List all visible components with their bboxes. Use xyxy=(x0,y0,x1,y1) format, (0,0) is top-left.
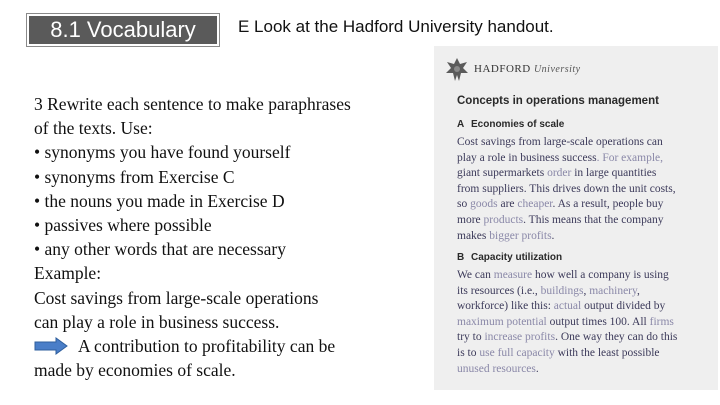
handout-text: how well a company is using xyxy=(532,269,669,281)
handout-text: output divided by xyxy=(581,300,666,313)
handout-text: try to xyxy=(457,331,485,344)
section-a-title: Economies of scale xyxy=(471,119,565,130)
handout-text: , xyxy=(637,284,640,297)
handout-line xyxy=(457,315,707,331)
handout-text: ) like this: xyxy=(504,300,554,313)
highlighted-word: goods xyxy=(470,198,498,211)
instruction-line: • synonyms from Exercise C xyxy=(34,166,235,187)
instruction-line: 3 Rewrite each sentence to make paraphrases xyxy=(34,94,351,114)
handout-line xyxy=(457,151,707,167)
instruction-line: • passives where possible xyxy=(34,215,212,236)
handout-text: with the least possible xyxy=(554,346,660,359)
highlighted-word: products xyxy=(483,213,524,226)
highlighted-word: machinery xyxy=(589,284,638,297)
handout-line xyxy=(457,268,707,284)
handout-line xyxy=(457,197,707,213)
handout-text: giant supermarkets xyxy=(457,167,548,180)
handout-line xyxy=(457,330,707,346)
handout-text: . This means that the company xyxy=(523,213,664,226)
instruction-line: • the nouns you made in Exercise D xyxy=(34,190,285,211)
handout-line xyxy=(457,135,707,151)
highlighted-word: buildings xyxy=(540,284,584,297)
handout-line xyxy=(457,299,707,315)
handout-text: . This drives down the unit costs, xyxy=(523,182,676,195)
handout-image xyxy=(434,46,718,390)
handout-text: . xyxy=(551,229,555,242)
handout-text: business success xyxy=(520,151,597,164)
handout-text: from suppliers xyxy=(457,182,524,195)
logo-suffix: University xyxy=(533,64,581,75)
example-label: Example: xyxy=(34,263,102,284)
handout-line xyxy=(457,346,707,362)
handout-text: workforce xyxy=(457,300,505,313)
highlighted-word: order xyxy=(547,167,572,180)
handout-line xyxy=(457,284,707,300)
highlighted-word: measure xyxy=(493,269,533,281)
handout-text: We can xyxy=(457,269,494,281)
handout-line xyxy=(457,166,707,182)
answer-line xyxy=(34,334,424,358)
handout-text: are xyxy=(497,198,518,211)
highlighted-word: cheaper xyxy=(517,198,553,211)
section-b-heading xyxy=(457,252,562,263)
instruction-line: • any other words that are necessary xyxy=(34,239,286,260)
handout-text: so xyxy=(457,198,471,211)
handout-line xyxy=(457,362,707,378)
handout-text: more xyxy=(457,213,484,226)
slide-heading: E Look at the Hadford University handout. xyxy=(238,17,554,36)
handout-text: Cost savings from large-scale operations can xyxy=(457,136,663,148)
instructions-block xyxy=(34,92,424,382)
handout-title: Concepts in operations management xyxy=(457,95,659,107)
handout-line xyxy=(457,182,707,198)
answer-text: A contribution to profitability can be xyxy=(78,336,336,357)
handout-text: , xyxy=(583,284,590,297)
highlighted-word: firms xyxy=(649,315,674,328)
logo-wordmark xyxy=(474,63,581,75)
instruction-line: • synonyms you have found yourself xyxy=(34,142,291,163)
handout-text: in large quantities xyxy=(571,167,657,180)
handout-text: makes xyxy=(457,229,490,242)
section-b-letter: B xyxy=(457,252,465,263)
handout-line xyxy=(457,213,707,229)
handout-text: is to xyxy=(457,346,480,359)
instruction-line: of the texts. Use: xyxy=(34,118,153,139)
section-b-title: Capacity utilization xyxy=(471,252,563,263)
logo-name: HADFORD xyxy=(474,63,531,75)
highlighted-word: bigger profits xyxy=(489,229,552,242)
section-a-paragraph xyxy=(457,135,707,244)
university-logo xyxy=(444,56,594,86)
crest-icon xyxy=(444,56,470,84)
right-arrow-icon xyxy=(34,337,68,355)
highlighted-word: . For example, xyxy=(596,151,664,164)
section-tag: 8.1 Vocabulary xyxy=(27,14,219,46)
handout-text: play a role in xyxy=(457,151,521,164)
highlighted-word: increase profits xyxy=(484,331,556,344)
example-line: Cost savings from large-scale operations xyxy=(34,287,319,308)
highlighted-word: actual xyxy=(553,300,582,313)
handout-text: . xyxy=(535,362,539,375)
highlighted-word: use full capacity xyxy=(479,346,555,359)
section-a-letter: A xyxy=(457,119,465,130)
section-a-heading xyxy=(457,119,564,130)
handout-text: its resources (i.e., xyxy=(457,284,541,297)
handout-line xyxy=(457,229,707,245)
example-line: can play a role in business success. xyxy=(34,311,280,332)
highlighted-word: maximum potential xyxy=(457,315,547,328)
highlighted-word: unused resources xyxy=(457,362,536,375)
answer-line: made by economies of scale. xyxy=(34,360,236,381)
handout-text: . One way they can do this xyxy=(555,331,678,344)
handout-text: . As a result, people buy xyxy=(552,198,664,211)
section-b-paragraph xyxy=(457,268,707,377)
handout-text: output times 100. All xyxy=(546,315,650,328)
